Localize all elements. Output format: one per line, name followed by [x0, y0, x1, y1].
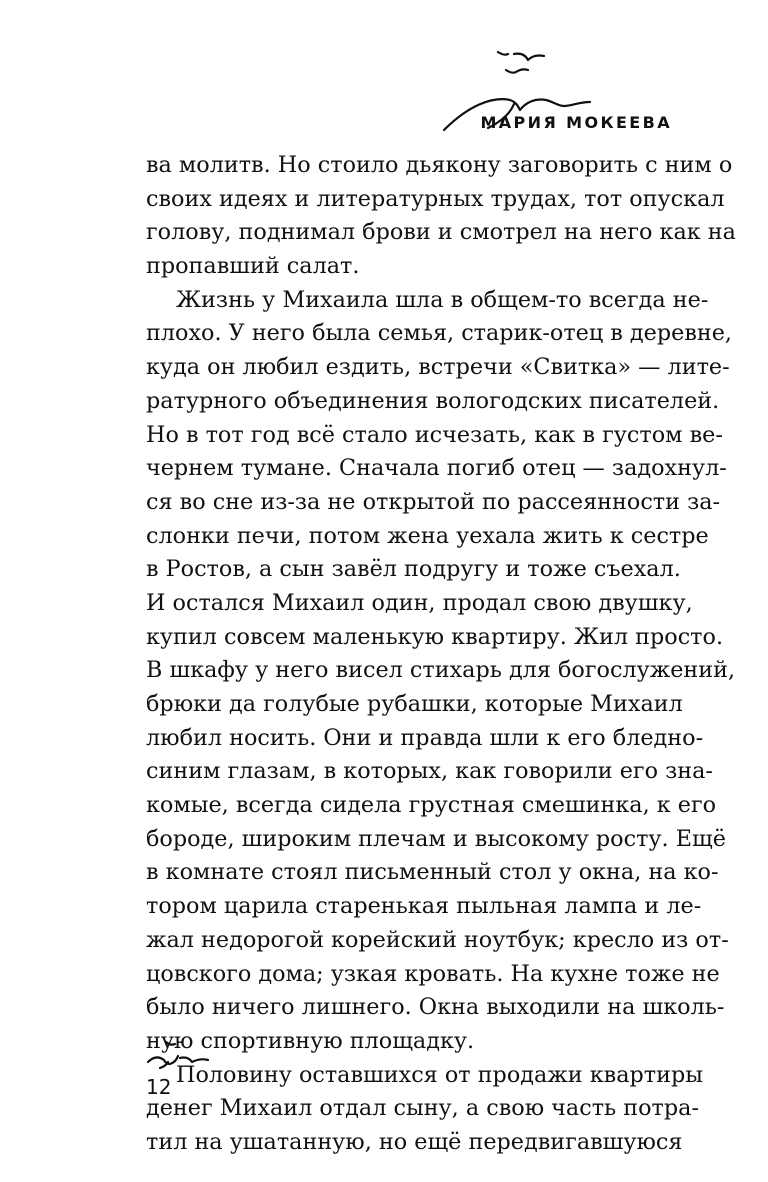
text-line: было ничего лишнего. Окна выходили на школь- — [146, 994, 725, 1021]
running-head-author: МАРИЯ МОКЕЕВА — [480, 113, 672, 132]
text-line: в Ростов, а сын завёл подругу и тоже съехал. — [146, 556, 681, 583]
text-line: пропавший салат. — [146, 253, 360, 280]
text-line: Половину оставшихся от продажи квартиры — [176, 1061, 703, 1088]
text-line: голову, поднимал брови и смотрел на него как на — [146, 219, 736, 246]
text-line: ную спортивную площадку. — [146, 1027, 475, 1054]
text-line: денег Михаил отдал сыну, а свою часть потра- — [146, 1095, 699, 1122]
text-line: В шкафу у него висел стихарь для богослужений, — [146, 657, 736, 684]
text-line: в комнате стоял письменный стол у окна, на ко- — [146, 859, 719, 886]
text-line: своих идеях и литературных трудах, тот опускал — [146, 185, 725, 212]
text-line: И остался Михаил один, продал свою двушку, — [146, 589, 693, 616]
text-line: тором царила старенькая пыльная лампа и ле- — [146, 893, 702, 920]
text-line: слонки печи, потом жена уехала жить к сестре — [146, 522, 709, 549]
text-line: ся во сне из-за не открытой по рассеянности за- — [146, 488, 721, 515]
text-line: комые, всегда сидела грустная смешинка, к его — [146, 792, 717, 819]
birds-ornament — [140, 1038, 220, 1072]
text-line: купил совсем маленькую квартиру. Жил просто. — [146, 623, 724, 650]
text-line: Жизнь у Михаила шла в общем-то всегда не- — [176, 286, 709, 313]
body-text — [146, 149, 736, 1160]
text-line: синим глазам, в которых, как говорили его зна- — [146, 758, 713, 785]
text-line: Но в тот год всё стало исчезать, как в густом ве- — [146, 421, 723, 448]
text-line: тил на ушатанную, но ещё передвигавшуюся — [146, 1128, 683, 1155]
text-line: куда он любил ездить, встречи «Свитка» — лите- — [146, 354, 730, 381]
text-line: бороде, широким плечам и высокому росту. Ещё — [146, 825, 726, 852]
text-line: ва молитв. Но стоило дьякону заговорить с ним о — [146, 152, 733, 178]
text-line: брюки да голубые рубашки, которые Михаил — [146, 691, 683, 717]
page-number: 12 — [146, 1075, 172, 1099]
text-line: ратурного объединения вологодских писателей. — [146, 387, 720, 414]
text-line: чернем тумане. Сначала погиб отец — задохнул- — [146, 455, 727, 482]
text-line: цовского дома; узкая кровать. На кухне тоже не — [146, 960, 720, 987]
text-line: плохо. У него была семья, старик-отец в деревне, — [146, 320, 733, 347]
text-line: жал недорогой корейский ноутбук; кресло из от- — [146, 926, 729, 953]
text-line: любил носить. Они и правда шли к его бледно- — [146, 724, 704, 751]
